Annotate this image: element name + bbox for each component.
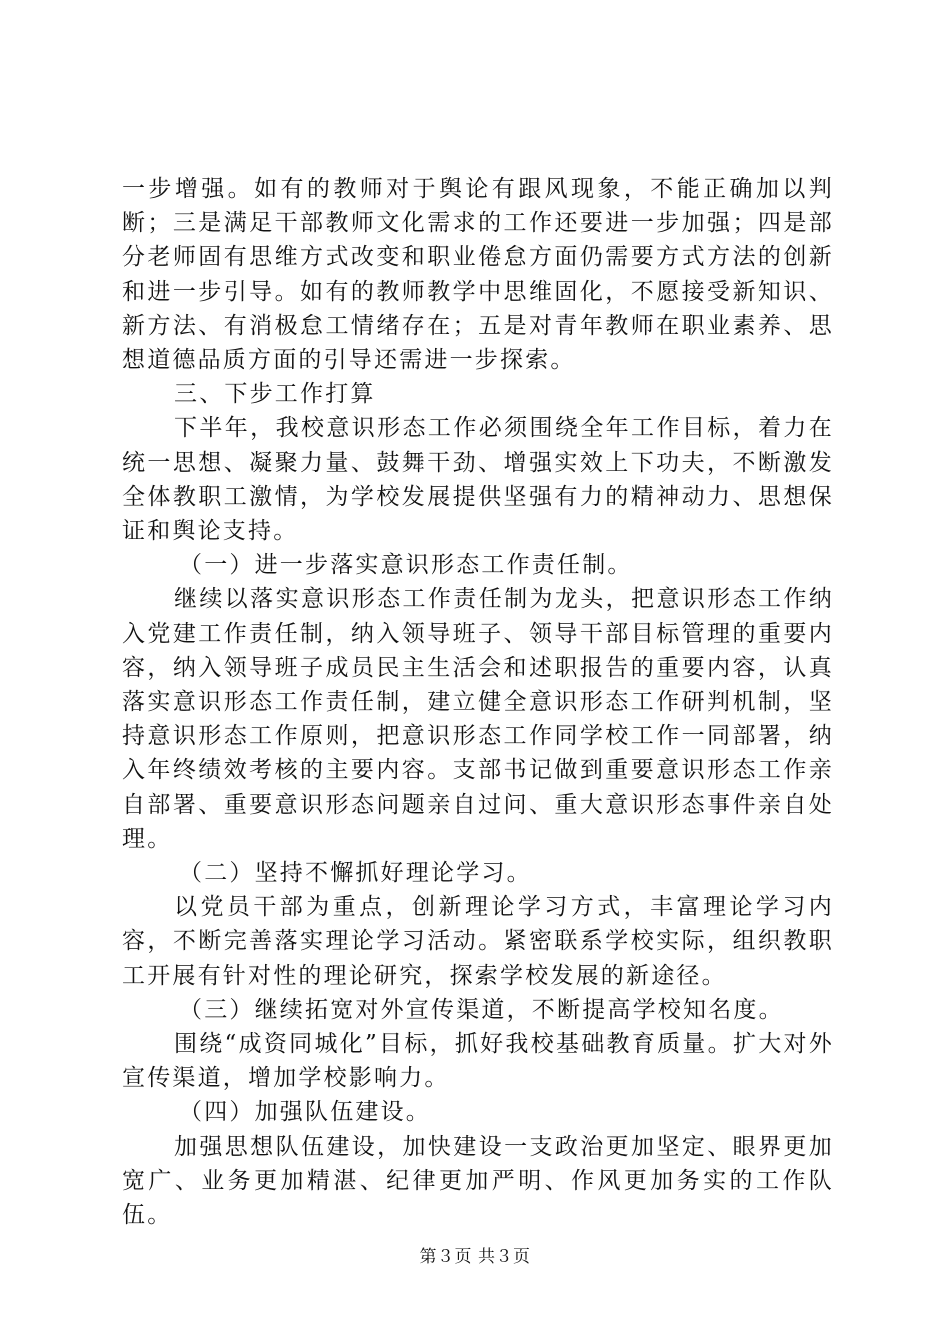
- paragraph-theory-study: 以党员干部为重点，创新理论学习方式，丰富理论学习内容，不断完善落实理论学习活动。紧密联系学校实际，组织教职工开展有针对性的理论研究，探索学校发展的新途径。: [122, 894, 834, 989]
- paragraph-second-half-plan: 下半年，我校意识形态工作必须围绕全年工作目标，着力在统一思想、凝聚力量、鼓舞干劲、增强实效上下功夫，不断激发全体教职工激情，为学校发展提供坚强有力的精神动力、思想保证和舆论支持。: [122, 415, 834, 545]
- subheading-responsibility: （一）进一步落实意识形态工作责任制。: [179, 552, 633, 579]
- subheading-theory-study: （二）坚持不懈抓好理论学习。: [179, 860, 532, 887]
- paragraph-team-building: 加强思想队伍建设，加快建设一支政治更加坚定、眼界更加宽广、业务更加精湛、纪律更加严明、作风更加务实的工作队伍。: [122, 1133, 834, 1229]
- paragraph-publicity: 围绕“成资同城化”目标，抓好我校基础教育质量。扩大对外宣传渠道，增加学校影响力。: [122, 1031, 834, 1092]
- page-number-footer: 第３页 共３页: [419, 1247, 531, 1267]
- document-body: [122, 172, 834, 1232]
- paragraph-problems-continued: 一步增强。如有的教师对于舆论有跟风现象，不能正确加以判断；三是满足干部教师文化需求的工作还要进一步加强；四是部分老师固有思维方式改变和职业倦怠方面仍需要方式方法的创新和进一步引导。如有的教师教学中思维固化，不愿接受新知识、新方法、有消极怠工情绪存在；五是对青年教师在职业素养、思想道德品质方面的引导还需进一步探索。: [122, 176, 834, 374]
- subheading-publicity: （三）继续拓宽对外宣传渠道，不断提高学校知名度。: [179, 996, 784, 1023]
- subheading-team-building: （四）加强队伍建设。: [179, 1099, 431, 1126]
- heading-next-steps: 三、下步工作打算: [174, 381, 376, 408]
- paragraph-responsibility: 继续以落实意识形态工作责任制为龙头，把意识形态工作纳入党建工作责任制，纳入领导班子、领导干部目标管理的重要内容，纳入领导班子成员民主生活会和述职报告的重要内容，认真落实意识形态工作责任制，建立健全意识形态工作研判机制，坚持意识形态工作原则，把意识形态工作同学校工作一同部署，纳入年终绩效考核的主要内容。支部书记做到重要意识形态工作亲自部署、重要意识形态问题亲自过问、重大意识形态事件亲自处理。: [122, 586, 834, 852]
